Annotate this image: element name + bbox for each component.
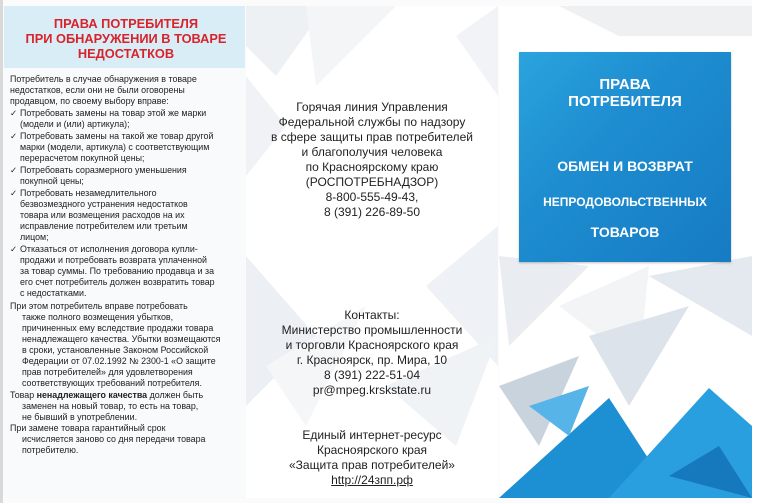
contacts-block: Контакты: Министерство промышленности и торговли Красноярского края г. Красноярск, пр. Мира, 10 8 (391) 222-51-04 pr@mpeg.krskstate.ru — [246, 308, 498, 398]
check-icon: ✓ — [10, 165, 18, 175]
left-panel — [4, 6, 245, 498]
list-item: ✓ Отказаться от исполнения договора купли- продажи и потребовать возврата уплаченной за товар суммы. По требованию продавца и за его счет потребитель должен возвратить товар с недостатками. — [10, 244, 215, 298]
right-panel — [499, 6, 752, 498]
decor-shape — [559, 6, 752, 36]
list-item: ✓ Потребовать замены на такой же товар другой марки (модели, артикула) с соответствующим перерасчетом покупной цены; — [10, 131, 214, 163]
contact-email[interactable]: pr@mpeg.krskstate.ru — [312, 383, 432, 397]
cover-subtitle: ОБМЕН И ВОЗВРАТ — [557, 158, 693, 174]
cover-title-2: ПОТРЕБИТЕЛЯ — [568, 93, 682, 110]
check-icon: ✓ — [10, 131, 18, 141]
cover-subtitle-3: ТОВАРОВ — [590, 224, 660, 240]
check-icon: ✓ — [10, 244, 18, 254]
cover-box — [519, 52, 731, 262]
left-panel-body — [10, 74, 242, 457]
list-item: ✓ Потребовать замены на товар этой же марки (модели и (или) артикула); — [10, 108, 207, 129]
background-shapes — [246, 6, 498, 498]
rights-list — [10, 108, 242, 299]
check-icon: ✓ — [10, 188, 18, 198]
left-panel-title: ПРАВА ПОТРЕБИТЕЛЯ ПРИ ОБНАРУЖЕНИИ В ТОВАРЕ НЕДОСТАТКОВ — [25, 16, 227, 61]
damages-paragraph: При этом потребитель вправе потребовать также полного возмещения убытков, причиненных ему вследствие продажи товара ненадлежащего качества. Убытки возмещаются в сроки, установленные Законом Российской Федерации от 07.02.1992 № 2300-1 «О защите прав потребителей» для удовлетворения соответствующих требований потребителя. — [10, 301, 221, 388]
left-edge — [0, 0, 3, 503]
decor-shape — [306, 6, 396, 86]
intro-paragraph: Потребитель в случае обнаружения в товаре недостатков, если они не были оговорены продавцом, по своему выбору вправе: — [10, 74, 197, 106]
decor-shape — [456, 6, 498, 96]
check-icon: ✓ — [10, 108, 18, 118]
right-edge — [752, 0, 760, 503]
cover-title: ПРАВА — [599, 76, 651, 93]
hotline-block: Горячая линия Управления Федеральной службы по надзору в сфере защиты прав потребителей и благополучия человека по Красноярскому краю (РОСПОТРЕБНАДЗОР) 8-800-555-49-43, 8 (391) 226-89-50 — [271, 100, 473, 219]
middle-panel — [246, 6, 498, 498]
resource-block: Единый интернет-ресурс Красноярского края «Защита прав потребителей» http://24зпп.рф — [246, 428, 498, 488]
cover-subtitle-2: НЕПРОДОВОЛЬСТВЕННЫХ — [543, 195, 707, 209]
replacement-paragraph: Товар ненадлежащего качества должен быть заменен на новый товар, то есть на товар, не бывший в употреблении. При замене товара гарантийный срок исчисляется заново со дня передачи товара потребителю. — [10, 390, 206, 455]
list-item: ✓ Потребовать соразмерного уменьшения покупной цены; — [10, 165, 187, 186]
list-item: ✓ Потребовать незамедлительного безвозмездного устранения недостатков товара или возмещения расходов на их исправление потребителем или третьим лицом; — [10, 188, 188, 242]
resource-link[interactable]: http://24зпп.рф — [331, 473, 413, 487]
